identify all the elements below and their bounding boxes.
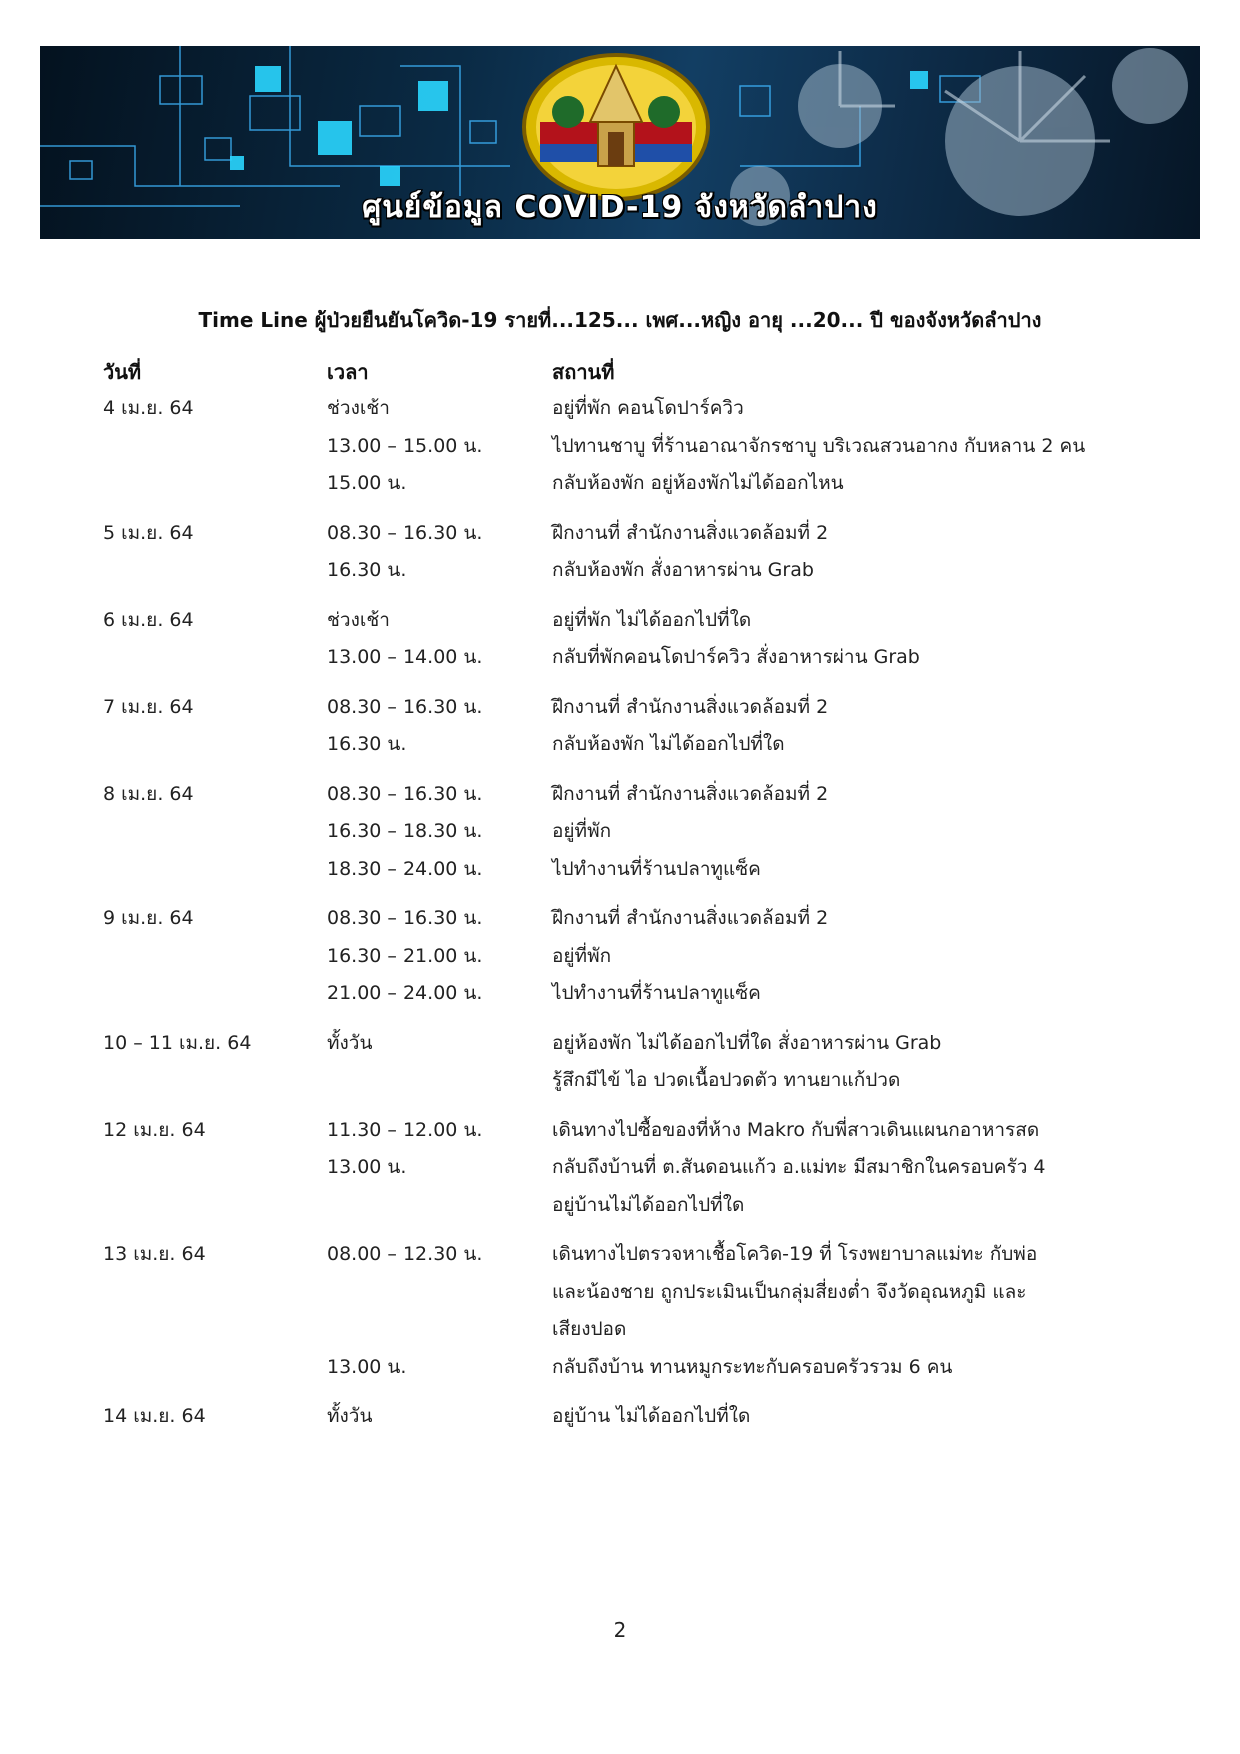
row-time: 08.30 – 16.30 น.	[327, 907, 483, 929]
timeline-row	[0, 1398, 1240, 1436]
row-place: ไปทำงานที่ร้านปลาทูแซ็ค	[552, 857, 761, 880]
row-time: 13.00 น.	[327, 1355, 407, 1378]
row-date: 8 เม.ย. 64	[103, 782, 194, 805]
row-date: 10 – 11 เม.ย. 64	[103, 1031, 252, 1054]
row-time: 13.00 น.	[327, 1156, 407, 1178]
timeline-row	[0, 465, 1240, 503]
row-date: 14 เม.ย. 64	[103, 1405, 206, 1427]
document-title: Time Line ผู้ป่วยยืนยันโควิด-19 รายที่...125... เพศ...หญิง อายุ ...20... ปี ของจังหวัดลำปาง	[198, 308, 1042, 332]
row-time: 08.00 – 12.30 น.	[327, 1243, 483, 1265]
row-place: และน้องชาย ถูกประเมินเป็นกลุ่มสี่ยงต่ำ จึงวัดอุณหภูมิ และ	[552, 1280, 1027, 1303]
row-time: 18.30 – 24.00 น.	[327, 857, 483, 880]
row-place: ฝึกงานที่ สำนักงานสิ่งแวดล้อมที่ 2	[552, 521, 829, 544]
timeline-row	[0, 428, 1240, 466]
row-time: 08.30 – 16.30 น.	[327, 695, 483, 718]
timeline-row	[0, 813, 1240, 851]
row-place: กลับถึงบ้าน ทานหมูกระทะกับครอบครัวรวม 6 คน	[552, 1355, 953, 1378]
row-date: 6 เม.ย. 64	[103, 608, 194, 631]
row-time: ทั้งวัน	[327, 1405, 373, 1427]
row-time: 13.00 – 14.00 น.	[327, 646, 483, 668]
row-place: อยู่บ้านไม่ได้ออกไปที่ใด	[552, 1193, 745, 1216]
row-place: ฝึกงานที่ สำนักงานสิ่งแวดล้อมที่ 2	[552, 907, 829, 929]
row-time: 08.30 – 16.30 น.	[327, 782, 483, 805]
row-time: 16.30 – 18.30 น.	[327, 820, 483, 842]
row-place: เสียงปอด	[552, 1318, 627, 1340]
row-time: ทั้งวัน	[327, 1031, 373, 1054]
row-place: อยู่ห้องพัก ไม่ได้ออกไปที่ใด สั่งอาหารผ่าน Grab	[552, 1031, 942, 1054]
timeline-row	[0, 938, 1240, 976]
row-time: 13.00 – 15.00 น.	[327, 434, 483, 457]
timeline-row	[0, 552, 1240, 590]
timeline-row	[0, 639, 1240, 677]
timeline-row	[0, 602, 1240, 640]
header-banner	[40, 46, 1200, 239]
timeline-row	[0, 390, 1240, 428]
row-date: 12 เม.ย. 64	[103, 1118, 206, 1141]
row-place: ไปทานชาบู ที่ร้านอาณาจักรชาบู บริเวณสวนอากง กับหลาน 2 คน	[552, 434, 1086, 457]
row-time: 08.30 – 16.30 น.	[327, 521, 483, 544]
timeline-day	[0, 1398, 1240, 1436]
lampang-seal-logo	[518, 52, 714, 202]
row-place: กลับถึงบ้านที่ ต.สันดอนแก้ว อ.แม่ทะ มีสมาชิกในครอบครัว 4	[552, 1156, 1046, 1178]
timeline-row	[0, 726, 1240, 764]
row-place: ฝึกงานที่ สำนักงานสิ่งแวดล้อมที่ 2	[552, 695, 829, 718]
row-place: เดินทางไปซื้อของที่ห้าง Makro กับพี่สาวเดินแผนกอาหารสด	[552, 1118, 1040, 1141]
timeline-row	[0, 1236, 1240, 1274]
row-place: อยู่บ้าน ไม่ได้ออกไปที่ใด	[552, 1405, 751, 1427]
row-date: 4 เม.ย. 64	[103, 397, 194, 419]
timeline-row	[0, 1187, 1240, 1225]
timeline-row	[0, 1311, 1240, 1349]
timeline-row	[0, 851, 1240, 889]
timeline-row	[0, 1112, 1240, 1150]
row-time: 16.30 น.	[327, 559, 407, 581]
timeline-row	[0, 975, 1240, 1013]
page-number: 2	[613, 1618, 627, 1642]
header-time: เวลา	[327, 360, 369, 384]
row-place: อยู่ที่พัก คอนโดปาร์ควิว	[552, 397, 744, 419]
timeline-day	[0, 1112, 1240, 1225]
timeline-day	[0, 900, 1240, 1013]
row-time: 16.30 – 21.00 น.	[327, 944, 483, 967]
row-place: อยู่ที่พัก	[552, 820, 612, 842]
timeline-row	[0, 689, 1240, 727]
timeline-row	[0, 1349, 1240, 1387]
row-time: ช่วงเช้า	[327, 608, 390, 631]
row-time: ช่วงเช้า	[327, 397, 390, 419]
timeline-row	[0, 776, 1240, 814]
row-date: 7 เม.ย. 64	[103, 695, 194, 718]
timeline-day	[0, 515, 1240, 590]
row-date: 5 เม.ย. 64	[103, 521, 194, 544]
timeline-row	[0, 1274, 1240, 1312]
row-place: ฝึกงานที่ สำนักงานสิ่งแวดล้อมที่ 2	[552, 782, 829, 805]
row-place: รู้สึกมีไข้ ไอ ปวดเนื้อปวดตัว ทานยาแก้ปวด	[552, 1069, 901, 1091]
timeline-row	[0, 900, 1240, 938]
row-date: 13 เม.ย. 64	[103, 1243, 206, 1265]
timeline-day	[0, 390, 1240, 503]
timeline-table	[0, 390, 1240, 1448]
timeline-day	[0, 1236, 1240, 1386]
timeline-day	[0, 1025, 1240, 1100]
header-place: สถานที่	[552, 360, 615, 384]
header-date: วันที่	[103, 360, 142, 384]
row-time: 21.00 – 24.00 น.	[327, 982, 483, 1004]
timeline-day	[0, 602, 1240, 677]
row-place: อยู่ที่พัก ไม่ได้ออกไปที่ใด	[552, 608, 752, 631]
timeline-row	[0, 1149, 1240, 1187]
timeline-row	[0, 515, 1240, 553]
row-time: 15.00 น.	[327, 472, 407, 494]
row-place: กลับห้องพัก อยู่ห้องพักไม่ได้ออกไหน	[552, 472, 844, 494]
row-time: 11.30 – 12.00 น.	[327, 1118, 483, 1141]
row-place: กลับห้องพัก สั่งอาหารผ่าน Grab	[552, 559, 814, 581]
row-date: 9 เม.ย. 64	[103, 907, 194, 929]
row-time: 16.30 น.	[327, 733, 407, 755]
row-place: กลับที่พักคอนโดปาร์ควิว สั่งอาหารผ่าน Grab	[552, 646, 920, 668]
banner-title: ศูนย์ข้อมูล COVID-19 จังหวัดลำปาง	[362, 190, 878, 225]
timeline-day	[0, 776, 1240, 889]
row-place: เดินทางไปตรวจหาเชื้อโควิด-19 ที่ โรงพยาบาลแม่ทะ กับพ่อ	[552, 1243, 1038, 1265]
row-place: อยู่ที่พัก	[552, 944, 612, 967]
timeline-row	[0, 1025, 1240, 1063]
row-place: กลับห้องพัก ไม่ได้ออกไปที่ใด	[552, 733, 785, 755]
timeline-row	[0, 1062, 1240, 1100]
timeline-day	[0, 689, 1240, 764]
row-place: ไปทำงานที่ร้านปลาทูแซ็ค	[552, 982, 761, 1004]
